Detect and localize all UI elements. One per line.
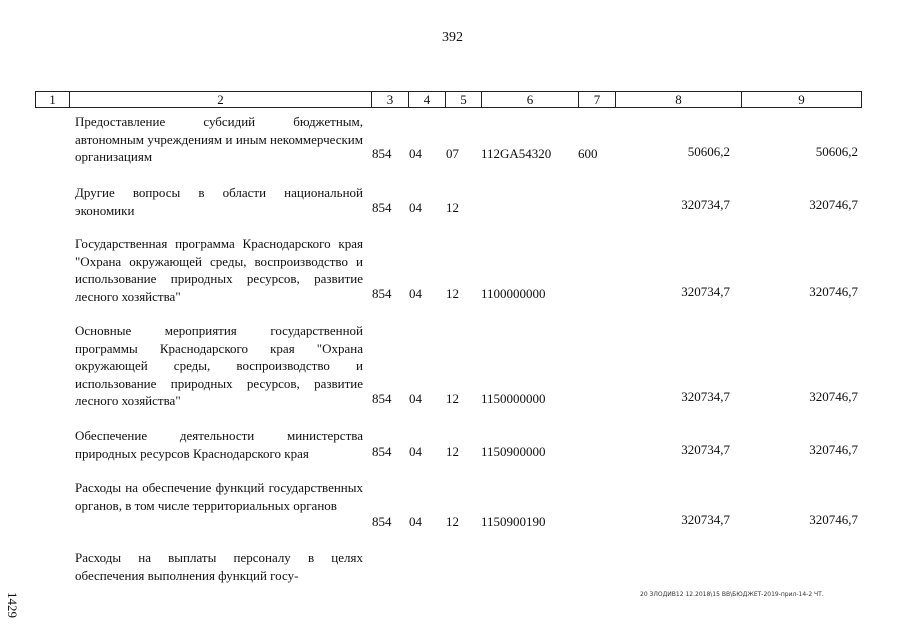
row-col-5: 12 (446, 200, 459, 215)
row-col-6: 1100000000 (481, 286, 546, 301)
row-col-6: 112GA54320 (481, 146, 552, 161)
row-col-3: 854 (372, 146, 392, 161)
row-col-5: 12 (446, 444, 459, 459)
row-col-3: 854 (372, 286, 392, 301)
row-col-3: 854 (372, 391, 392, 406)
row-col-4: 04 (409, 444, 422, 459)
header-col-5: 5 (446, 92, 482, 107)
side-page-number: 1429 (5, 592, 20, 618)
row-description: Расходы на обеспечение функций государственных органов, в том числе территориальных органов (75, 480, 363, 513)
row-description: Другие вопросы в области национальной экономики (75, 185, 363, 218)
row-col-9: 50606,2 (815, 144, 858, 159)
row-col-5: 12 (446, 391, 459, 406)
row-col-5: 12 (446, 286, 459, 301)
row-col-4: 04 (409, 514, 422, 529)
table-header (35, 91, 862, 108)
row-col-6: 1150900190 (481, 514, 546, 529)
header-col-8: 8 (616, 92, 742, 107)
header-col-1: 1 (36, 92, 70, 107)
page-number: 392 (442, 30, 463, 45)
row-col-8: 320734,7 (681, 389, 730, 404)
row-col-6: 1150900000 (481, 444, 546, 459)
row-col-5: 07 (446, 146, 459, 161)
row-col-9: 320746,7 (809, 512, 858, 527)
row-col-9: 320746,7 (809, 284, 858, 299)
row-description: Основные мероприятия государственной программы Краснодарского края "Охрана окружающей среды, воспроизводство и использование природных ресурсов, развитие лесного хозяйства" (75, 323, 363, 408)
row-col-7: 600 (578, 146, 598, 161)
row-description: Предоставление субсидий бюджетным, автономным учреждениям и иным некоммерческим организациям (75, 114, 363, 164)
row-col-8: 50606,2 (687, 144, 730, 159)
row-col-9: 320746,7 (809, 197, 858, 212)
row-col-3: 854 (372, 200, 392, 215)
row-col-8: 320734,7 (681, 512, 730, 527)
row-col-9: 320746,7 (809, 389, 858, 404)
header-col-7: 7 (579, 92, 616, 107)
row-col-4: 04 (409, 200, 422, 215)
row-col-3: 854 (372, 514, 392, 529)
row-col-4: 04 (409, 391, 422, 406)
row-col-3: 854 (372, 444, 392, 459)
header-col-2: 2 (70, 92, 372, 107)
row-description: Обеспечение деятельности министерства природных ресурсов Краснодарского края (75, 428, 363, 461)
footer-file-code: 20 ЗЛОДИВ12 12.2018\15 ВВ\БЮДЖЕТ-2019-прил-14-2 ЧТ. (640, 591, 824, 598)
header-col-6: 6 (482, 92, 579, 107)
row-col-4: 04 (409, 286, 422, 301)
header-col-4: 4 (409, 92, 446, 107)
row-description: Государственная программа Краснодарского края "Охрана окружающей среды, воспроизводство и использование природных ресурсов, развитие лесного хозяйства" (75, 236, 363, 304)
row-col-8: 320734,7 (681, 284, 730, 299)
header-col-3: 3 (372, 92, 409, 107)
row-col-8: 320734,7 (681, 442, 730, 457)
row-col-6: 1150000000 (481, 391, 546, 406)
row-col-8: 320734,7 (681, 197, 730, 212)
row-description: Расходы на выплаты персоналу в целях обеспечения выполнения функций госу- (75, 550, 363, 583)
header-col-9: 9 (798, 92, 805, 107)
row-col-5: 12 (446, 514, 459, 529)
row-col-4: 04 (409, 146, 422, 161)
row-col-9: 320746,7 (809, 442, 858, 457)
